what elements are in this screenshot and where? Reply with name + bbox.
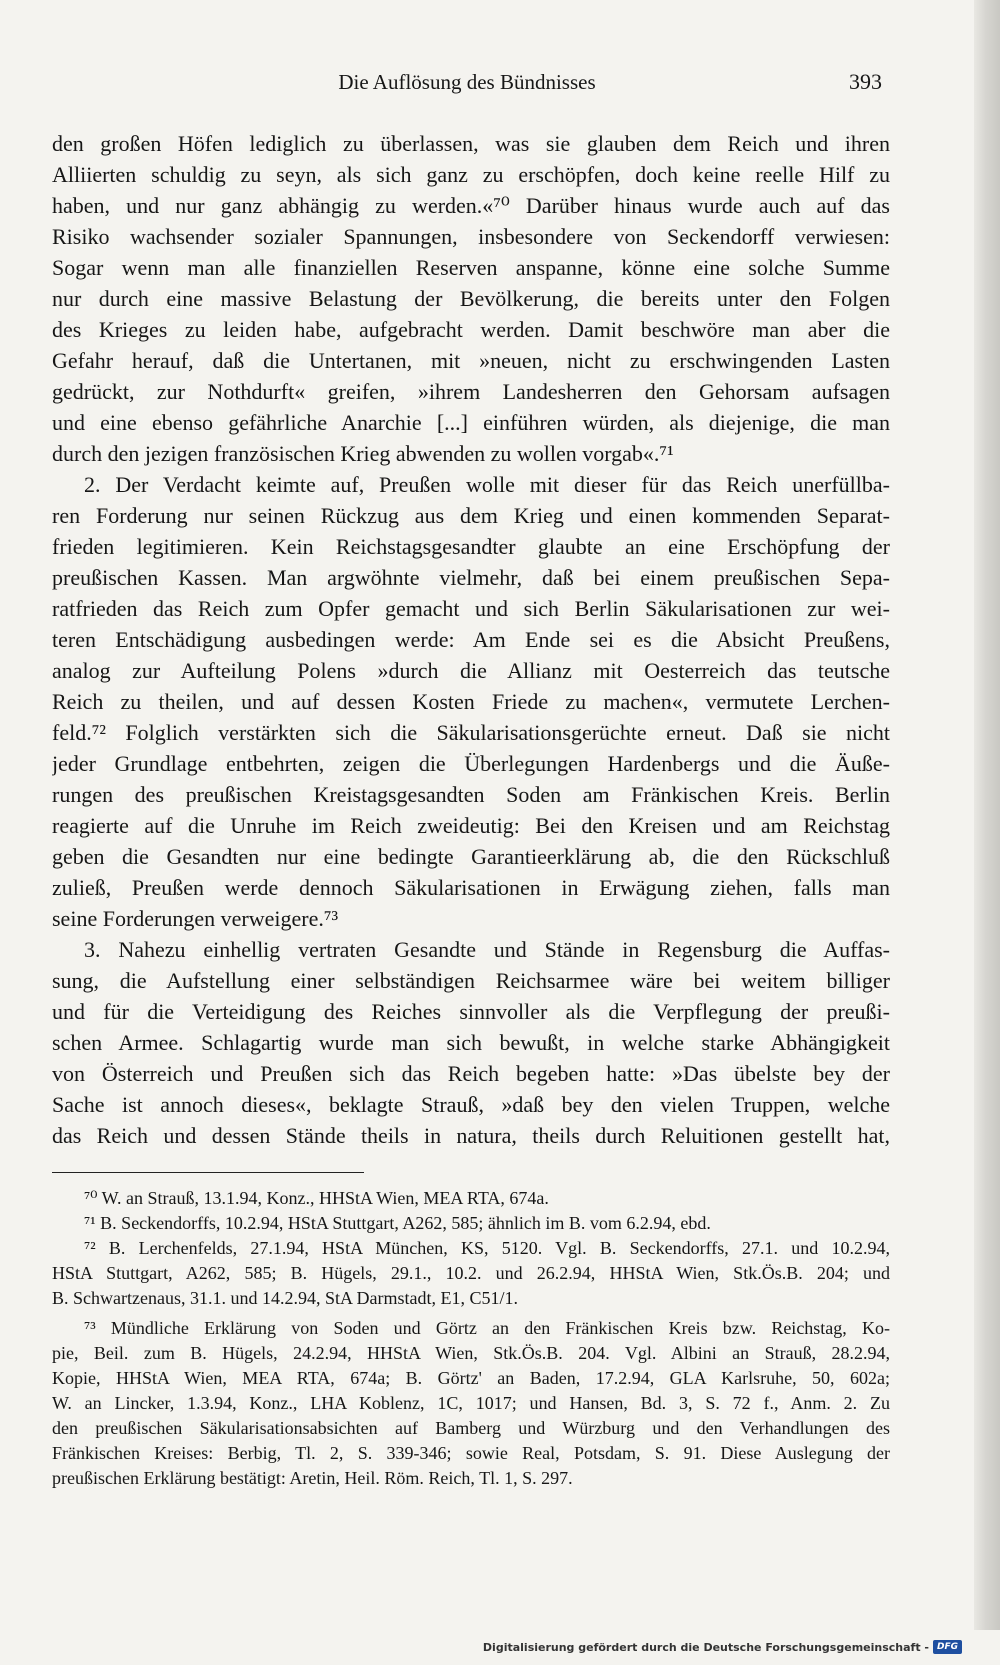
body-line: den großen Höfen lediglich zu überlassen, was sie glauben dem Reich und ihren [52,131,890,156]
page-spine-shadow [974,0,1000,1630]
body-line: schen Armee. Schlagartig wurde man sich bewußt, in welche starke Abhängigkeit [52,1030,890,1055]
body-line: feld.⁷² Folglich verstärkten sich die Säkularisationsgerüchte erneut. Daß sie nicht [52,720,890,745]
body-line: teren Entschädigung ausbedingen werde: Am Ende sei es die Absicht Preußens, [52,627,890,652]
footnotes [52,1186,890,1491]
body-line: Sogar wenn man alle finanziellen Reserven anspanne, könne eine solche Summe [52,255,890,280]
body-line: das Reich und dessen Stände theils in natura, theils durch Reluitionen gestellt hat, [52,1123,890,1148]
footnote-line: B. Schwartzenaus, 31.1. und 14.2.94, StA Darmstadt, E1, C51/1. [52,1288,518,1308]
body-line: nur durch eine massive Belastung der Bevölkerung, die bereits unter den Folgen [52,286,890,311]
body-line: Risiko wachsender sozialer Spannungen, insbesondere von Seckendorff verwiesen: [52,224,890,249]
dfg-logo-icon: DFG [933,1640,962,1654]
body-line: von Österreich und Preußen sich das Reich begeben hatte: »Das übelste bey der [52,1061,890,1086]
body-line: sung, die Aufstellung einer selbständigen Reichsarmee wäre bei weitem billiger [52,968,890,993]
body-line: rungen des preußischen Kreistagsgesandten Soden am Fränkischen Kreis. Berlin [52,782,890,807]
body-line: 3. Nahezu einhellig vertraten Gesandte und Stände in Regensburg die Auffas- [84,937,890,962]
body-line: seine Forderungen verweigere.⁷³ [52,906,339,931]
body-line: Sache ist annoch dieses«, beklagte Strauß, »daß bey den vielen Truppen, welche [52,1092,890,1117]
body-line: Gefahr herauf, daß die Untertanen, mit »neuen, nicht zu erschwingenden Lasten [52,348,890,373]
body-text [52,128,890,1151]
running-head [52,66,882,98]
footnote-line: ⁷⁰ W. an Strauß, 13.1.94, Konz., HHStA Wien, MEA RTA, 674a. [84,1188,549,1208]
body-line: zuließ, Preußen werde dennoch Säkularisationen in Erwägung ziehen, falls man [52,875,890,900]
body-line: des Krieges zu leiden habe, aufgebracht werden. Damit beschwöre man aber die [52,317,890,342]
body-line: 2. Der Verdacht keimte auf, Preußen wolle mit dieser für das Reich unerfüllba- [84,472,890,497]
footnote-line: W. an Lincker, 1.3.94, Konz., LHA Koblenz, 1C, 1017; und Hansen, Bd. 3, S. 72 f., Anm. 2. Zu [52,1393,890,1413]
footnote-line: Fränkischen Kreises: Berbig, Tl. 2, S. 339-346; sowie Real, Potsdam, S. 91. Diese Auslegung der [52,1443,890,1463]
body-line: Reich zu theilen, und auf dessen Kosten Friede zu machen«, vermutete Lerchen- [52,689,890,714]
footnote-divider [52,1172,364,1173]
body-line: ratfrieden das Reich zum Opfer gemacht und sich Berlin Säkularisationen zur wei- [52,596,890,621]
page-number: 393 [849,69,882,94]
footnote-line: ⁷³ Mündliche Erklärung von Soden und Görtz an den Fränkischen Kreis bzw. Reichstag, Ko- [84,1318,890,1338]
body-line: preußischen Kassen. Man argwöhnte vielmehr, daß bei einem preußischen Sepa- [52,565,890,590]
footnote-line: preußischen Erklärung bestätigt: Aretin, Heil. Röm. Reich, Tl. 1, S. 297. [52,1468,573,1488]
running-head-title: Die Auflösung des Bündnisses [338,70,596,94]
footnote-line: Kopie, HHStA Wien, MEA RTA, 674a; B. Görtz' an Baden, 17.2.94, GLA Karlsruhe, 50, 602a; [52,1368,890,1388]
footnote-line: HStA Stuttgart, A262, 585; B. Hügels, 29.1., 10.2. und 26.2.94, HHStA Wien, Stk.Ös.B. 204; und [52,1263,890,1283]
body-line: frieden legitimieren. Kein Reichstagsgesandter glaubte an eine Erschöpfung der [52,534,890,559]
body-line: gedrückt, zur Nothdurft« greifen, »ihrem Landesherren den Gehorsam aufsagen [52,379,890,404]
digitization-footer [483,1637,962,1657]
footer-credit-text: Digitalisierung gefördert durch die Deutsche Forschungsgemeinschaft - [482,1640,929,1654]
body-line: analog zur Aufteilung Polens »durch die Allianz mit Oesterreich das teutsche [52,658,890,683]
body-line: und für die Verteidigung des Reiches sinnvoller als die Verpflegung der preußi- [52,999,890,1024]
body-line: geben die Gesandten nur eine bedingte Garantieerklärung ab, die den Rückschluß [52,844,890,869]
body-line: Alliierten schuldig zu seyn, als sich ganz zu erschöpfen, doch keine reelle Hilf zu [52,162,890,187]
body-line: reagierte auf die Unruhe im Reich zweideutig: Bei den Kreisen und am Reichstag [52,813,890,838]
footnote-line: den preußischen Säkularisationsabsichten auf Bamberg und Würzburg und den Verhandlungen des [52,1418,890,1438]
body-line: durch den jezigen französischen Krieg abwenden zu wollen vorgab«.⁷¹ [52,441,674,466]
body-line: und eine ebenso gefährliche Anarchie [...] einführen würden, als diejenige, die man [52,410,890,435]
body-line: ren Forderung nur seinen Rückzug aus dem Krieg und einen kommenden Separat- [52,503,890,528]
footnote-line: ⁷¹ B. Seckendorffs, 10.2.94, HStA Stuttgart, A262, 585; ähnlich im B. vom 6.2.94, ebd. [84,1213,711,1233]
body-line: haben, und nur ganz abhängig zu werden.«⁷⁰ Darüber hinaus wurde auch auf das [52,193,890,218]
footnote-line: ⁷² B. Lerchenfelds, 27.1.94, HStA München, KS, 5120. Vgl. B. Seckendorffs, 27.1. und 10.2.94, [84,1238,890,1258]
footnote-line: pie, Beil. zum B. Hügels, 24.2.94, HHStA Wien, Stk.Ös.B. 204. Vgl. Albini an Strauß, 28.2.94, [52,1343,890,1363]
body-line: jeder Grundlage entbehrten, zeigen die Überlegungen Hardenbergs und die Äuße- [52,751,890,776]
